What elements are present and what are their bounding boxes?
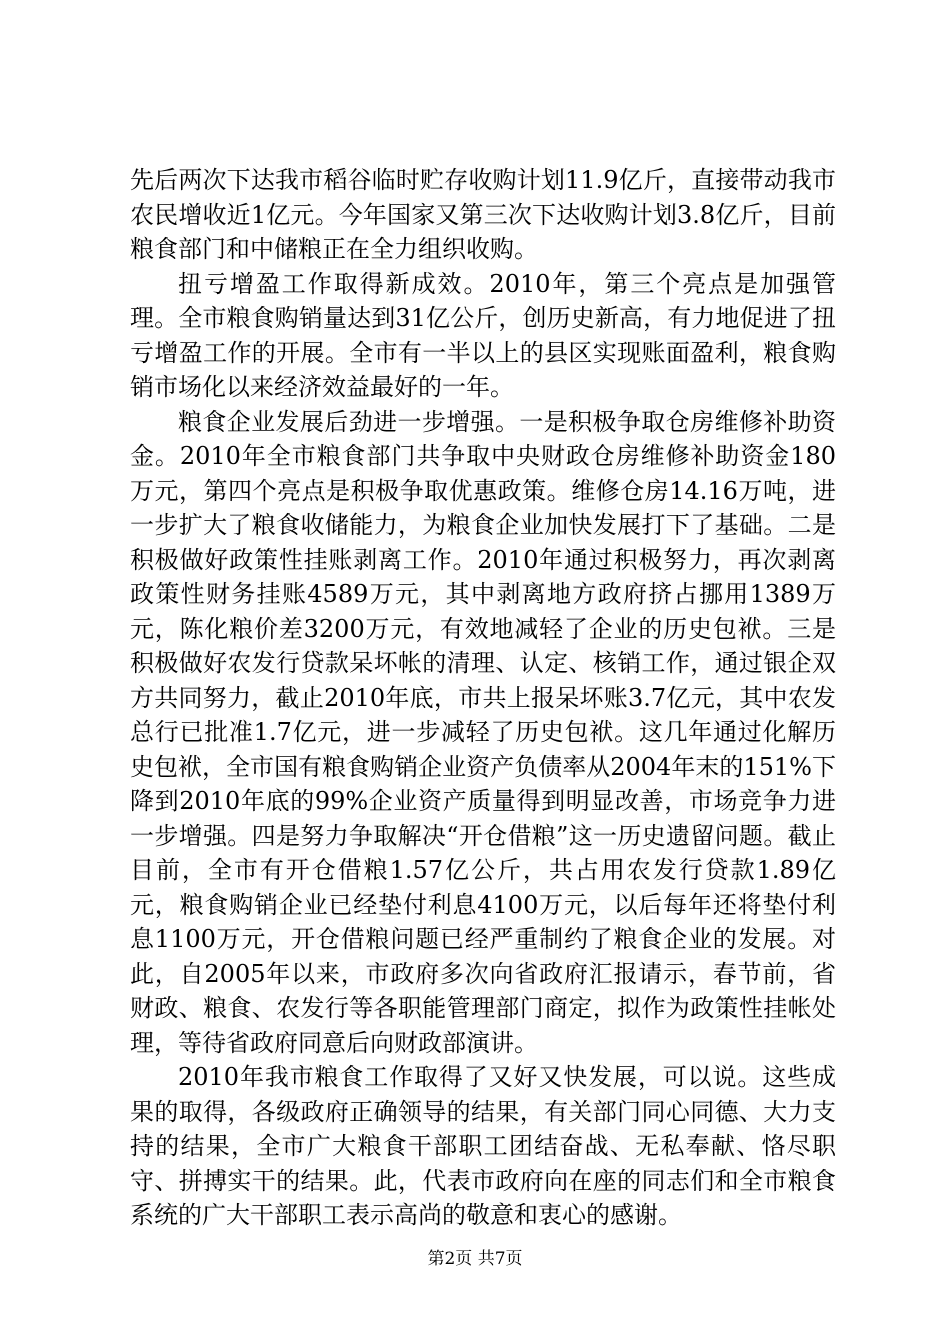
paragraph-summary-thanks: 2010年我市粮食工作取得了又好又快发展，可以说。这些成果的取得，各级政府正确领导的结果，有关部门同心同德、大力支持的结果，全市广大粮食干部职工团结奋战、无私奉献、恪尽职守、拼搏实干的结果。此，代表市政府向在座的同志们和全市粮食系统的广大干部职工表示高尚的敬意和衷心的感谢。 xyxy=(130,1063,836,1229)
page-number-label: 第2页 共7页 xyxy=(427,1249,523,1269)
paragraph-enterprise-development: 粮食企业发展后劲进一步增强。一是积极争取仓房维修补助资金。2010年全市粮食部门共争取中央财政仓房维修补助资金180万元，第四个亮点是积极争取优惠政策。维修仓房14.16万吨，进一步扩大了粮食收储能力，为粮食企业加快发展打下了基础。二是积极做好政策性挂账剥离工作。2010年通过积极努力，再次剥离政策性财务挂账4589万元，其中剥离地方政府挤占挪用1389万元，陈化粮价差3200万元，有效地减轻了企业的历史包袱。三是积极做好农发行贷款呆坏帐的清理、认定、核销工作，通过银企双方共同努力，截止2010年底，市共上报呆坏账3.7亿元，其中农发总行已批准1.7亿元，进一步减轻了历史包袱。这几年通过化解历史包袱，全市国有粮食购销企业资产负债率从2004年末的151%下降到2010年底的99%企业资产质量得到明显改善，市场竞争力进一步增强。四是努力争取解决“开仓借粮”这一历史遗留问题。截止目前，全市有开仓借粮1.57亿公斤，共占用农发行贷款1.89亿元，粮食购销企业已经垫付利息4100万元，以后每年还将垫付利息1100万元，开仓借粮问题已经严重制约了粮食企业的发展。对此，自2005年以来，市政府多次向省政府汇报请示，春节前，省财政、粮食、农发行等各职能管理部门商定，拟作为政策性挂帐处理，等待省政府同意后向财政部演讲。 xyxy=(130,407,836,1057)
paragraph-continuation: 先后两次下达我市稻谷临时贮存收购计划11.9亿斤，直接带动我市农民增收近1亿元。今年国家又第三次下达收购计划3.8亿斤，目前粮食部门和中储粮正在全力组织收购。 xyxy=(130,166,836,263)
document-body xyxy=(130,163,836,1233)
page-footer xyxy=(0,1248,950,1270)
paragraph-turnaround-profit: 扭亏增盈工作取得新成效。2010年，第三个亮点是加强管理。全市粮食购销量达到31亿公斤，创历史新高，有力地促进了扭亏增盈工作的开展。全市有一半以上的县区实现账面盈利，粮食购销市场化以来经济效益最好的一年。 xyxy=(130,269,836,401)
